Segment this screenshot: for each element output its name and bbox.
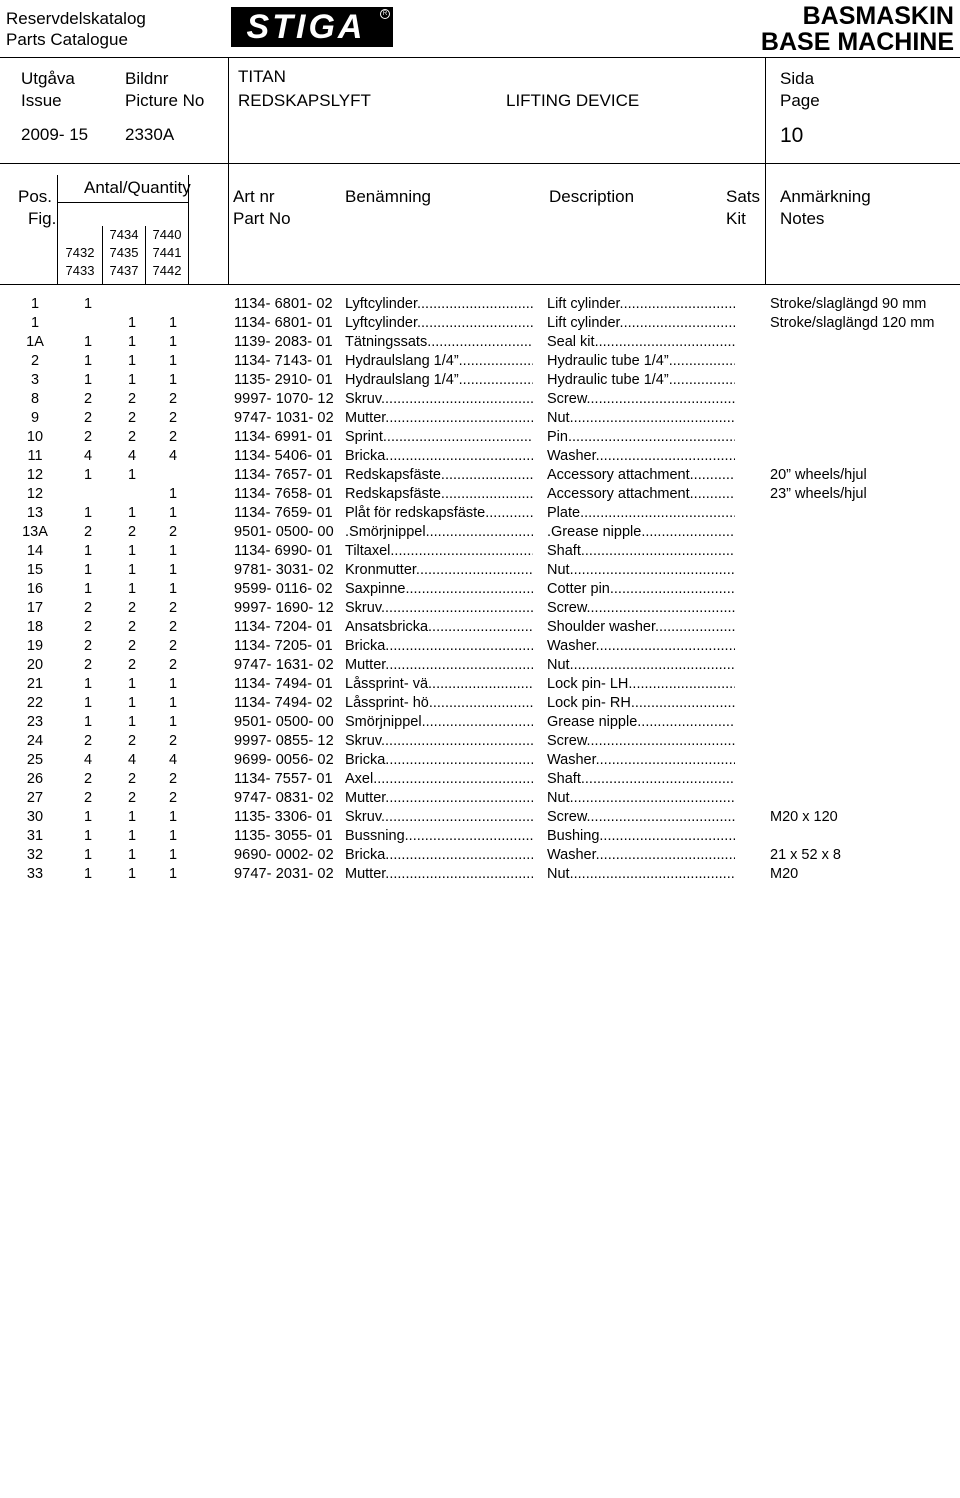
- quantity-model-b: 2: [127, 410, 137, 426]
- description-en: Lock pin- LH .....: [547, 675, 735, 694]
- quantity-model-b: 2: [127, 619, 137, 635]
- quantity-model-a: 2: [83, 429, 93, 445]
- quantity-model-a: 1: [83, 372, 93, 388]
- notes: Stroke/slaglängd 120 mm: [770, 315, 935, 331]
- picture-label-sv: Bildnr: [125, 69, 169, 88]
- position-number: 13A: [22, 524, 48, 540]
- position-number: 3: [30, 372, 40, 388]
- table-header-divider: [0, 284, 960, 285]
- part-number: 9747- 1631- 02: [234, 657, 334, 673]
- quantity-model-c: 1: [168, 315, 178, 331]
- part-number: 1135- 2910- 01: [234, 372, 333, 388]
- position-number: 9: [30, 410, 40, 426]
- position-number: 20: [26, 657, 44, 673]
- quantity-model-c: 2: [168, 524, 178, 540]
- quantity-model-c: 1: [168, 809, 178, 825]
- quantity-model-b: 2: [127, 733, 137, 749]
- quantity-model-b: 2: [127, 600, 137, 616]
- kit-header-en: Kit: [726, 209, 746, 228]
- name-sv: Mutter .....: [345, 409, 533, 428]
- quantity-model-c: 1: [168, 676, 178, 692]
- position-number: 33: [26, 866, 44, 882]
- part-number: 1134- 7658- 01: [234, 486, 333, 502]
- name-sv: Låssprint- hö .....: [345, 694, 533, 713]
- table-row: [0, 371, 960, 390]
- quantity-model-a: 1: [83, 828, 93, 844]
- position-number: 26: [26, 771, 44, 787]
- name-sv: Ansatsbricka .....: [345, 618, 533, 637]
- name-sv: Skruv .....: [345, 732, 533, 751]
- position-number: 32: [26, 847, 44, 863]
- position-number: 21: [26, 676, 44, 692]
- quantity-model-b: 1: [127, 562, 137, 578]
- part-number: 1134- 7657- 01: [234, 467, 333, 483]
- table-row: [0, 485, 960, 504]
- name-sv: Låssprint- vä .....: [345, 675, 533, 694]
- table-row: [0, 770, 960, 789]
- position-number: 8: [30, 391, 40, 407]
- table-row: [0, 428, 960, 447]
- description-en: Washer .....: [547, 751, 735, 770]
- position-number: 23: [26, 714, 44, 730]
- quantity-model-a: 1: [83, 543, 93, 559]
- position-number: 17: [26, 600, 44, 616]
- part-number: 1135- 3055- 01: [234, 828, 333, 844]
- column-divider: [188, 175, 189, 284]
- quantity-model-b: 1: [127, 809, 137, 825]
- quantity-model-c: 2: [168, 733, 178, 749]
- part-number: 1139- 2083- 01: [234, 334, 333, 350]
- description-en: Accessory attachment .....: [547, 466, 735, 485]
- quantity-model-a: 1: [83, 467, 93, 483]
- description-en: Screw .....: [547, 732, 735, 751]
- description-en: Accessory attachment .....: [547, 485, 735, 504]
- model-b-3: 7437: [109, 263, 139, 278]
- quantity-model-c: 4: [168, 448, 178, 464]
- section-title-sv: REDSKAPSLYFT: [238, 91, 371, 110]
- name-sv: .Smörjnippel .....: [345, 523, 533, 542]
- table-row: [0, 561, 960, 580]
- name-sv: Skruv .....: [345, 599, 533, 618]
- position-number: 10: [26, 429, 44, 445]
- pos-header-en: Fig.: [28, 209, 57, 228]
- quantity-model-c: 2: [168, 391, 178, 407]
- quantity-model-b: 1: [127, 543, 137, 559]
- description-en: Pin .....: [547, 428, 735, 447]
- kit-header-sv: Sats: [726, 187, 761, 206]
- model-name: TITAN: [238, 67, 286, 86]
- name-sv: Plåt för redskapsfäste .....: [345, 504, 533, 523]
- name-sv: Tiltaxel .....: [345, 542, 533, 561]
- part-number: 9599- 0116- 02: [234, 581, 333, 597]
- part-number: 1134- 6801- 02: [234, 296, 333, 312]
- quantity-model-b: 1: [127, 695, 137, 711]
- name-sv: Redskapsfäste .....: [345, 485, 533, 504]
- position-number: 18: [26, 619, 44, 635]
- position-number: 11: [27, 448, 43, 464]
- description-en: Grease nipple .....: [547, 713, 735, 732]
- quantity-model-b: 2: [127, 771, 137, 787]
- description-header-en: Description: [549, 187, 635, 206]
- part-number: 9997- 1690- 12: [234, 600, 334, 616]
- name-sv: Bussning .....: [345, 827, 533, 846]
- name-sv: Skruv .....: [345, 808, 533, 827]
- part-number: 1134- 7204- 01: [234, 619, 333, 635]
- quantity-model-a: 1: [83, 334, 93, 350]
- header-divider: [0, 57, 960, 58]
- description-en: Hydraulic tube 1/4” .....: [547, 352, 735, 371]
- brand-name: STIGA: [246, 8, 366, 46]
- description-en: Shaft .....: [547, 770, 735, 789]
- part-number: 1134- 7557- 01: [234, 771, 333, 787]
- parts-table: [0, 295, 960, 884]
- part-number: 1135- 3306- 01: [234, 809, 333, 825]
- position-number: 30: [26, 809, 44, 825]
- part-number: 1134- 7494- 02: [234, 695, 333, 711]
- model-c-3: 7442: [152, 263, 182, 278]
- position-number: 14: [26, 543, 44, 559]
- quantity-model-a: 1: [83, 809, 93, 825]
- notes: M20: [770, 866, 799, 882]
- table-row: [0, 409, 960, 428]
- description-en: Lift cylinder .....: [547, 314, 735, 333]
- position-number: 24: [26, 733, 44, 749]
- part-number: 9501- 0500- 00: [234, 714, 334, 730]
- quantity-model-c: 1: [168, 714, 178, 730]
- name-sv: Mutter .....: [345, 865, 533, 884]
- quantity-model-a: 2: [83, 619, 93, 635]
- name-sv: Saxpinne .....: [345, 580, 533, 599]
- quantity-model-c: 4: [168, 752, 178, 768]
- model-b-1: 7434: [109, 227, 139, 242]
- table-row: [0, 390, 960, 409]
- page-label-sv: Sida: [780, 69, 815, 88]
- name-sv: Bricka .....: [345, 637, 533, 656]
- quantity-model-a: 1: [83, 581, 93, 597]
- quantity-model-b: 2: [127, 638, 137, 654]
- quantity-model-a: 2: [83, 524, 93, 540]
- name-sv: Sprint .....: [345, 428, 533, 447]
- part-number: 1134- 7659- 01: [234, 505, 333, 521]
- table-row: [0, 504, 960, 523]
- quantity-model-a: 1: [83, 505, 93, 521]
- model-c-2: 7441: [152, 245, 182, 260]
- quantity-model-c: 1: [168, 505, 178, 521]
- quantity-model-c: 1: [168, 847, 178, 863]
- table-row: [0, 713, 960, 732]
- quantity-model-a: 1: [83, 847, 93, 863]
- name-header-sv: Benämning: [345, 187, 432, 206]
- notes-header-sv: Anmärkning: [780, 187, 871, 206]
- table-row: [0, 732, 960, 751]
- position-number: 15: [26, 562, 44, 578]
- page-label-en: Page: [780, 91, 820, 110]
- quantity-model-c: 1: [168, 543, 178, 559]
- position-number: 31: [26, 828, 44, 844]
- issue-label-en: Issue: [21, 91, 62, 110]
- quantity-model-a: 2: [83, 638, 93, 654]
- name-sv: Axel .....: [345, 770, 533, 789]
- position-number: 1A: [26, 334, 44, 350]
- description-en: Shaft .....: [547, 542, 735, 561]
- table-row: [0, 295, 960, 314]
- quantity-model-c: 1: [168, 353, 178, 369]
- description-en: Washer .....: [547, 637, 735, 656]
- description-en: Screw .....: [547, 599, 735, 618]
- notes: 23” wheels/hjul: [770, 486, 867, 502]
- quantity-model-c: 1: [168, 581, 178, 597]
- quantity-model-a: 2: [83, 771, 93, 787]
- quantity-model-a: 4: [83, 448, 93, 464]
- quantity-model-b: 1: [127, 676, 137, 692]
- description-en: Hydraulic tube 1/4” .....: [547, 371, 735, 390]
- quantity-model-c: 2: [168, 790, 178, 806]
- description-en: Washer .....: [547, 447, 735, 466]
- quantity-model-c: 1: [168, 695, 178, 711]
- name-sv: Kronmutter .....: [345, 561, 533, 580]
- quantity-model-a: 2: [83, 657, 93, 673]
- position-number: 12: [26, 467, 44, 483]
- model-a-2: 7433: [65, 263, 95, 278]
- model-c-1: 7440: [152, 227, 182, 242]
- picture-label-en: Picture No: [125, 91, 205, 110]
- quantity-model-b: 1: [127, 847, 137, 863]
- catalogue-title-en: Parts Catalogue: [6, 30, 128, 49]
- part-number: 1134- 7143- 01: [234, 353, 333, 369]
- quantity-model-a: 2: [83, 600, 93, 616]
- part-number: 9690- 0002- 02: [234, 847, 334, 863]
- quantity-model-a: 1: [83, 296, 93, 312]
- description-en: Lift cylinder .....: [547, 295, 735, 314]
- description-en: Plate .....: [547, 504, 735, 523]
- table-row: [0, 656, 960, 675]
- quantity-model-b: 4: [127, 752, 137, 768]
- description-en: Washer .....: [547, 846, 735, 865]
- table-row: [0, 352, 960, 371]
- position-number: 19: [26, 638, 44, 654]
- quantity-model-b: 2: [127, 790, 137, 806]
- picture-value: 2330A: [125, 125, 175, 144]
- quantity-model-b: 1: [127, 467, 137, 483]
- position-number: 1: [30, 315, 40, 331]
- description-en: Nut .....: [547, 656, 735, 675]
- name-sv: Smörjnippel .....: [345, 713, 533, 732]
- quantity-model-a: 1: [83, 714, 93, 730]
- description-en: Bushing .....: [547, 827, 735, 846]
- table-row: [0, 865, 960, 884]
- quantity-model-b: 1: [127, 866, 137, 882]
- stiga-logo: [231, 7, 393, 47]
- quantity-model-b: 2: [127, 524, 137, 540]
- name-sv: Hydraulslang 1/4” .....: [345, 371, 533, 390]
- quantity-model-a: 1: [83, 353, 93, 369]
- description-en: Cotter pin .....: [547, 580, 735, 599]
- quantity-model-a: 1: [83, 562, 93, 578]
- model-a-1: 7432: [65, 245, 95, 260]
- notes: Stroke/slaglängd 90 mm: [770, 296, 927, 312]
- part-number: 9781- 3031- 02: [234, 562, 334, 578]
- quantity-model-a: 2: [83, 391, 93, 407]
- part-number: 9997- 0855- 12: [234, 733, 334, 749]
- doc-title-en: BASE MACHINE: [760, 28, 954, 56]
- quantity-model-b: 1: [127, 353, 137, 369]
- quantity-model-c: 1: [168, 486, 178, 502]
- table-row: [0, 789, 960, 808]
- table-row: [0, 314, 960, 333]
- name-sv: Tätningssats .....: [345, 333, 533, 352]
- quantity-model-b: 2: [127, 429, 137, 445]
- notes: 20” wheels/hjul: [770, 467, 867, 483]
- quantity-model-c: 2: [168, 429, 178, 445]
- table-row: [0, 618, 960, 637]
- quantity-header-divider: [57, 202, 188, 203]
- quantity-model-c: 1: [168, 562, 178, 578]
- notes: 21 x 52 x 8: [770, 847, 841, 863]
- quantity-model-b: 2: [127, 391, 137, 407]
- part-number: 9747- 2031- 02: [234, 866, 334, 882]
- quantity-model-c: 2: [168, 638, 178, 654]
- description-en: Nut .....: [547, 409, 735, 428]
- quantity-model-b: 4: [127, 448, 137, 464]
- part-number: 1134- 6991- 01: [234, 429, 333, 445]
- table-row: [0, 675, 960, 694]
- catalogue-title-sv: Reservdelskatalog: [6, 9, 146, 28]
- part-number: 9699- 0056- 02: [234, 752, 334, 768]
- position-number: 16: [26, 581, 44, 597]
- table-row: [0, 827, 960, 846]
- page-number: 10: [780, 124, 804, 147]
- description-en: Nut .....: [547, 789, 735, 808]
- quantity-model-b: 2: [127, 657, 137, 673]
- part-number: 1134- 7494- 01: [234, 676, 333, 692]
- header-column-divider: [228, 57, 229, 284]
- name-sv: Bricka .....: [345, 751, 533, 770]
- table-row: [0, 846, 960, 865]
- part-number: 1134- 7205- 01: [234, 638, 333, 654]
- part-number: 9747- 1031- 02: [234, 410, 334, 426]
- part-number: 1134- 6990- 01: [234, 543, 333, 559]
- header-divider: [0, 163, 960, 164]
- issue-label-sv: Utgåva: [21, 69, 75, 88]
- quantity-model-c: 2: [168, 619, 178, 635]
- part-number: 1134- 6801- 01: [234, 315, 333, 331]
- position-number: 12: [26, 486, 44, 502]
- quantity-model-c: 2: [168, 600, 178, 616]
- name-sv: Redskapsfäste .....: [345, 466, 533, 485]
- description-en: Lock pin- RH .....: [547, 694, 735, 713]
- quantity-model-b: 1: [127, 581, 137, 597]
- model-b-2: 7435: [109, 245, 139, 260]
- quantity-model-a: 1: [83, 695, 93, 711]
- name-sv: Mutter .....: [345, 789, 533, 808]
- quantity-model-b: 1: [127, 315, 137, 331]
- table-row: [0, 637, 960, 656]
- position-number: 2: [30, 353, 40, 369]
- quantity-model-a: 1: [83, 866, 93, 882]
- description-en: .Grease nipple .....: [547, 523, 735, 542]
- quantity-model-b: 1: [127, 334, 137, 350]
- table-row: [0, 333, 960, 352]
- description-en: Shoulder washer .....: [547, 618, 735, 637]
- section-title-en: LIFTING DEVICE: [506, 91, 640, 110]
- quantity-model-a: 2: [83, 733, 93, 749]
- art-header-sv: Art nr: [233, 187, 275, 206]
- quantity-model-c: 1: [168, 866, 178, 882]
- name-sv: Mutter .....: [345, 656, 533, 675]
- description-en: Nut .....: [547, 561, 735, 580]
- table-row: [0, 599, 960, 618]
- part-number: 1134- 5406- 01: [234, 448, 333, 464]
- quantity-model-a: 4: [83, 752, 93, 768]
- position-number: 13: [26, 505, 44, 521]
- part-number: 9501- 0500- 00: [234, 524, 334, 540]
- doc-title-sv: BASMASKIN: [802, 2, 954, 30]
- position-number: 27: [26, 790, 44, 806]
- name-sv: Skruv .....: [345, 390, 533, 409]
- quantity-model-b: 1: [127, 828, 137, 844]
- table-row: [0, 447, 960, 466]
- table-row: [0, 580, 960, 599]
- art-header-en: Part No: [233, 209, 291, 228]
- quantity-model-c: 1: [168, 334, 178, 350]
- quantity-model-a: 1: [83, 676, 93, 692]
- quantity-model-c: 2: [168, 410, 178, 426]
- table-row: [0, 808, 960, 827]
- description-en: Screw .....: [547, 390, 735, 409]
- table-row: [0, 694, 960, 713]
- position-number: 25: [26, 752, 44, 768]
- header-column-divider: [765, 57, 766, 284]
- name-sv: Lyftcylinder .....: [345, 314, 533, 333]
- pos-header-sv: Pos.: [18, 187, 53, 206]
- quantity-model-b: 1: [127, 505, 137, 521]
- notes: M20 x 120: [770, 809, 838, 825]
- description-en: Nut .....: [547, 865, 735, 884]
- description-en: Seal kit .....: [547, 333, 735, 352]
- name-sv: Bricka .....: [345, 447, 533, 466]
- position-number: 22: [26, 695, 44, 711]
- name-sv: Lyftcylinder .....: [345, 295, 533, 314]
- quantity-header: Antal/Quantity: [84, 178, 191, 197]
- table-row: [0, 542, 960, 561]
- quantity-model-b: 1: [127, 714, 137, 730]
- registered-mark-icon: R: [380, 9, 390, 19]
- table-row: [0, 751, 960, 770]
- position-number: 1: [30, 296, 40, 312]
- table-row: [0, 466, 960, 485]
- quantity-model-a: 2: [83, 790, 93, 806]
- quantity-model-a: 2: [83, 410, 93, 426]
- quantity-model-b: 1: [127, 372, 137, 388]
- quantity-model-c: 2: [168, 657, 178, 673]
- quantity-model-c: 1: [168, 828, 178, 844]
- description-en: Screw .....: [547, 808, 735, 827]
- name-sv: Bricka .....: [345, 846, 533, 865]
- quantity-model-c: 1: [168, 372, 178, 388]
- name-sv: Hydraulslang 1/4” .....: [345, 352, 533, 371]
- issue-value: 2009- 15: [21, 125, 89, 144]
- table-row: [0, 523, 960, 542]
- part-number: 9997- 1070- 12: [234, 391, 334, 407]
- quantity-model-c: 2: [168, 771, 178, 787]
- part-number: 9747- 0831- 02: [234, 790, 334, 806]
- notes-header-en: Notes: [780, 209, 825, 228]
